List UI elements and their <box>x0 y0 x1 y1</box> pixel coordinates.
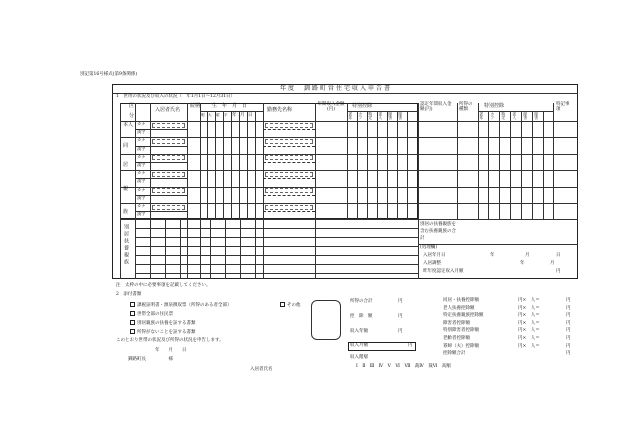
attach-item-5[interactable]: 所得がないことを証する書類 <box>130 329 196 336</box>
grid-hline <box>135 255 418 256</box>
grid-hline <box>200 111 263 112</box>
grid-hline <box>135 264 418 265</box>
deduction-unit: 円× 人＝ <box>518 298 540 303</box>
special-subheader: 障害 <box>398 112 404 120</box>
grid-hline <box>135 273 418 274</box>
special-subheader: 老人 <box>378 112 384 120</box>
grid-hline <box>135 237 418 238</box>
kana-label: カナ <box>137 170 146 176</box>
grid-hline <box>263 178 315 179</box>
deduction-total: 円 <box>566 343 571 349</box>
special2-subheader: 障害 <box>534 112 540 120</box>
col-special-deduction: 特別控除 <box>352 102 373 109</box>
col-special2: 特別控除 <box>484 102 505 109</box>
kana-label: カナ <box>137 153 146 159</box>
col-workplace: 勤務先名称 <box>267 107 293 113</box>
kanji-label: 漢字 <box>137 178 146 184</box>
workplace-field <box>265 123 313 128</box>
grid-vline <box>120 103 121 279</box>
section1-heading: 1 世帯の状況及び収入の状況（ 年1月1日～12月31日） <box>116 94 236 99</box>
grid-hline <box>120 219 578 220</box>
special2-subheader: 特定 <box>501 112 507 120</box>
col-name: 入居者氏名 <box>155 107 181 113</box>
col-kubun: 区 <box>129 103 135 109</box>
nyukyo-shosho-y: 年 <box>520 261 525 266</box>
special-subheader: 特定 <box>368 112 374 120</box>
deduction-total: 円 <box>566 320 571 326</box>
checkbox-icon[interactable] <box>130 302 135 307</box>
grid-hline <box>120 187 578 188</box>
kana-field <box>152 188 185 193</box>
deduction-total: 円 <box>566 313 571 319</box>
calc-left-3-unit: 円 <box>408 343 413 348</box>
attach-item-4[interactable]: 別居親族の扶養を証する書類 <box>130 320 196 327</box>
birth-subheader: 年 <box>232 113 237 118</box>
calc-left-1-unit: 円 <box>398 314 403 319</box>
row-label-3: 居 <box>123 162 129 168</box>
certified-income-label: 昨年度認定収入月額 <box>423 269 464 274</box>
nyukyo-date-label: 入居年月日 <box>423 253 446 258</box>
deduction-unit: 円× 人＝ <box>518 328 540 334</box>
grid-vline <box>210 219 211 279</box>
workplace-field <box>265 172 313 177</box>
checkbox-icon[interactable] <box>130 329 135 334</box>
birth-subheader: 明 <box>201 113 205 117</box>
attach-item-3[interactable]: 世帯全部の住民票 <box>130 311 173 318</box>
grid-hline <box>478 111 553 112</box>
kana-field <box>152 155 185 160</box>
deduction-label: 特定扶養親族控除額 <box>443 313 484 319</box>
kanji-label: 漢字 <box>137 194 146 200</box>
deduction-unit: 円× 人＝ <box>518 305 540 311</box>
grid-hline <box>120 137 578 138</box>
row-label-5: 族 <box>123 209 129 215</box>
grid-vline <box>150 219 151 279</box>
grid-hline <box>135 228 418 229</box>
birth-subheader: 大 <box>208 113 212 117</box>
attach-heading: 2 添付書類 <box>116 292 142 297</box>
checkbox-icon[interactable] <box>130 311 135 316</box>
special2-subheader: 老人 <box>512 112 518 120</box>
col-birth: 生 年 月 日 <box>212 102 248 109</box>
kanji-label: 漢字 <box>137 129 146 135</box>
grid-hline <box>120 203 578 204</box>
special2-subheader: 障害 <box>523 112 529 120</box>
deduction-label: 障害者控除額 <box>443 320 470 326</box>
calc-left-2-unit: 円 <box>398 329 403 334</box>
special2-subheader: カフ <box>490 112 496 120</box>
workplace-field <box>265 188 313 193</box>
note-line: 注 太枠の中に必要事項を記載してください。 <box>116 283 211 288</box>
betsukyo-total-label: 別居の扶養親族を含む扶養親族の合計 <box>420 222 456 241</box>
row-label-1: 本人 <box>123 122 134 128</box>
calc-left-0-unit: 円 <box>398 299 403 304</box>
kana-label: カナ <box>137 121 146 126</box>
deduction-total: 円 <box>566 336 571 341</box>
birth-subheader: 平 <box>224 113 228 117</box>
kanji-label: 漢字 <box>137 162 146 167</box>
birth-subheader: 月 <box>240 113 245 118</box>
form-number: 別記第16号様式(第9条関係) <box>80 72 138 77</box>
deduction-label: 老人扶養控除額 <box>443 305 475 311</box>
special2-subheader: 老年 <box>479 112 485 120</box>
calc-left-0-label: 所得の合計 <box>350 299 373 304</box>
deduction-unit: 円× 人＝ <box>518 343 540 349</box>
calc-left-3-label: 収入月額 <box>350 343 368 348</box>
col-zokugara: 続柄 <box>190 102 201 109</box>
col-certified: 認定年間収入金額(円) <box>420 102 452 112</box>
grid-vline <box>240 219 241 279</box>
grid-vline <box>225 219 226 279</box>
grid-hline <box>120 154 578 155</box>
deduction-total: 円 <box>566 305 571 311</box>
grid-hline <box>263 162 315 163</box>
certified-income-yen: 円 <box>556 269 561 274</box>
grid-vline <box>315 103 316 279</box>
kana-label: カナ <box>137 203 146 208</box>
kana-field <box>152 205 185 210</box>
nyukyo-shosho-m: 月 <box>550 261 555 266</box>
declaration: このとおり世帯の状況及び所得の状況を申告します。 <box>116 338 224 343</box>
grid-vline <box>418 103 419 279</box>
grid-hline <box>263 195 315 196</box>
deduction-total: 円 <box>566 298 571 303</box>
nyukyo-date-m: 月 <box>525 253 530 258</box>
col-income: 年間収入金額(円) <box>317 102 345 112</box>
deduction-label: 特別障害者控除額 <box>443 328 479 334</box>
kana-field <box>152 123 185 128</box>
other-bracket[interactable] <box>311 300 341 340</box>
nyukyo-shosho-label: 入居調整 <box>423 261 441 266</box>
kaiso-values: Ⅰ Ⅱ Ⅲ Ⅳ Ⅴ Ⅵ Ⅶ 裁Ⅳ 裁Ⅵ 高額 <box>356 364 451 369</box>
betsukyo-label: 別居扶養親族 <box>123 224 129 266</box>
kanji-label: 漢字 <box>137 145 146 151</box>
deduction-label: 寡婦（夫）控除額 <box>443 343 479 349</box>
workplace-field <box>265 205 313 210</box>
grid-hline <box>120 121 578 122</box>
grid-vline <box>200 103 201 279</box>
deduction-label: 控除額合計 <box>443 351 466 357</box>
grid-hline <box>263 129 315 130</box>
col-notes: 特記事項 <box>556 102 570 112</box>
calc-left-2-label: 収入年額 <box>350 329 368 334</box>
special-subheader: 老年 <box>348 112 354 120</box>
row-label-2: 同 <box>123 143 129 149</box>
kaiso-label: 収入階層 <box>350 355 368 360</box>
birth-subheader: 日 <box>248 113 253 118</box>
col-income-type: 所得の種類 <box>459 102 473 112</box>
grid-vline <box>187 103 188 279</box>
attach-item-2[interactable]: その他 <box>280 302 301 309</box>
grid-hline <box>135 246 418 247</box>
grid-vline <box>255 219 256 279</box>
kana-label: カナ <box>137 137 146 143</box>
nyukyo-date-d: 日 <box>556 253 561 258</box>
grid-vline <box>165 219 166 279</box>
kana-field <box>152 172 185 177</box>
deduction-label: 同居・扶養控除額 <box>443 298 479 303</box>
deduction-unit: 円× 人＝ <box>518 320 540 326</box>
date-line: 年 月 日 <box>155 348 187 353</box>
shori-label: (処理欄) <box>420 245 438 250</box>
grid-hline <box>347 111 418 112</box>
deduction-unit: 円× 人＝ <box>518 336 540 341</box>
kana-field <box>152 139 185 144</box>
mayor-line: 釧路町長 様 <box>128 357 173 362</box>
workplace-field <box>265 139 313 144</box>
attach-item-1[interactable]: 課税証明書・源泉徴収票（所得のある者全部） <box>130 302 232 309</box>
birth-subheader: 昭 <box>216 113 220 117</box>
col-bun: 分 <box>129 113 135 119</box>
special-subheader: カフ <box>358 112 364 120</box>
grid-vline <box>180 219 181 279</box>
checkbox-icon[interactable] <box>130 320 135 325</box>
kana-label: カナ <box>137 186 146 192</box>
grid-hline <box>120 170 578 171</box>
calc-left-1-label: 控 除 額 <box>350 314 373 319</box>
special-subheader: 障害 <box>388 112 394 120</box>
applicant-line: 入居者氏名 <box>250 367 273 372</box>
document-title: 年度 釧路町営住宅収入申告書 <box>280 85 393 92</box>
deduction-label: 老齢者控除額 <box>443 336 470 341</box>
kanji-label: 漢字 <box>137 211 146 217</box>
workplace-field <box>265 155 313 160</box>
nyukyo-date-y: 年 <box>490 253 495 258</box>
deduction-total: 円 <box>566 351 571 357</box>
deduction-total: 円 <box>566 328 571 334</box>
grid-hline <box>263 146 315 147</box>
grid-hline <box>263 211 315 212</box>
checkbox-icon[interactable] <box>280 302 285 307</box>
row-label-4: 親 <box>123 186 129 192</box>
deduction-unit: 円× 人＝ <box>518 313 540 319</box>
